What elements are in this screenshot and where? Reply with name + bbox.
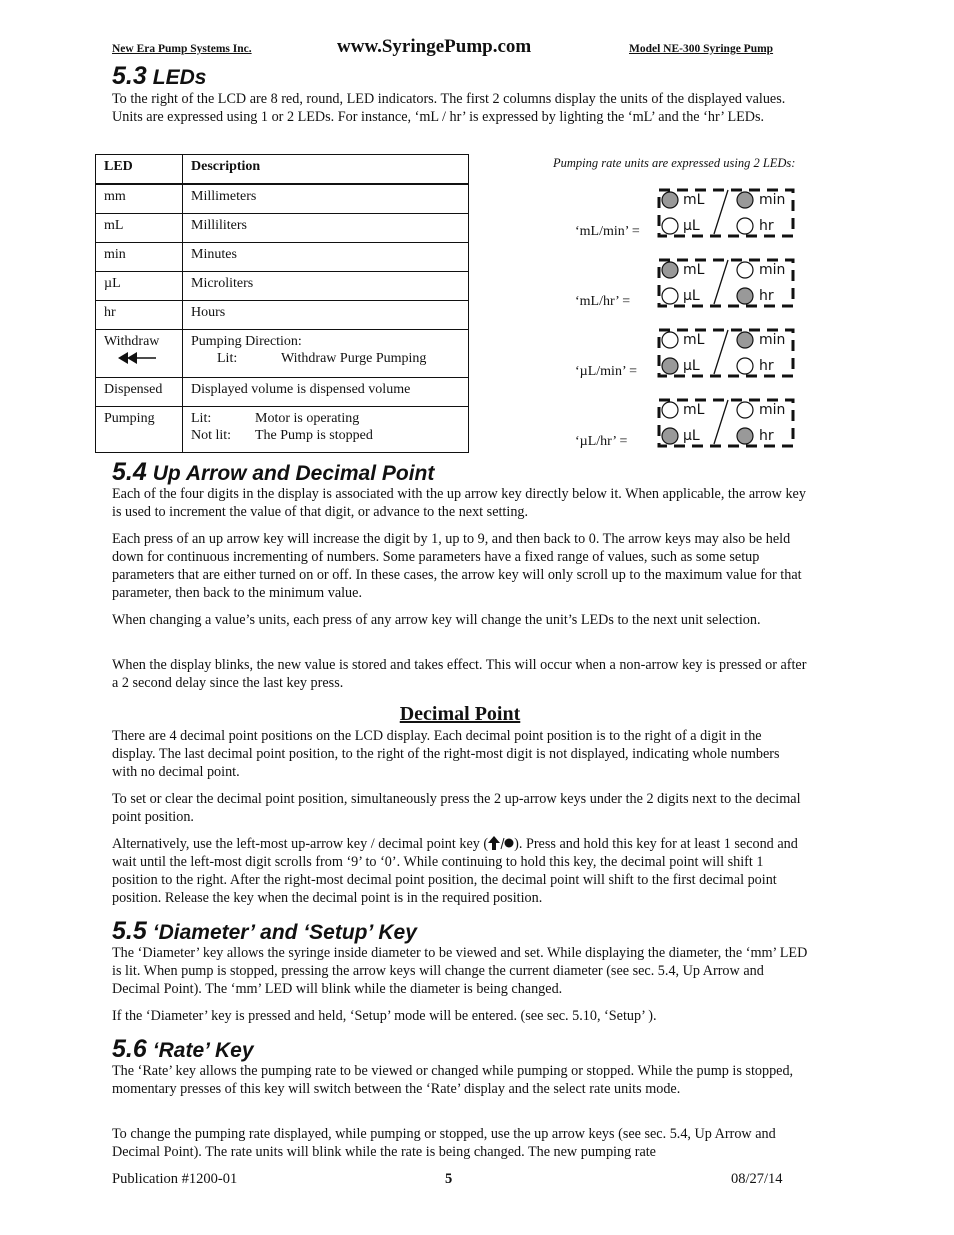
led-ul-label: µL bbox=[683, 358, 700, 374]
led-panel-ul-hr bbox=[656, 398, 796, 448]
up-arrow-decimal-icon bbox=[488, 836, 514, 850]
col-header-description: Description bbox=[183, 155, 469, 185]
led-cell: Pumping bbox=[96, 407, 183, 453]
led-min-label: min bbox=[759, 332, 786, 348]
led-hr-label: hr bbox=[759, 428, 774, 444]
s54-paragraph-2: Each press of an up arrow key will increase the digit by 1, up to 9, and then back to 0. The arrow keys may also be held down for continuous incrementing of numbers. Some parameters have a fixed range of values, such as some setup parameters that are either turned on or off. In these cases, the arrow key will only scroll up to the maximum value for that parameter, then back to the minimum value. bbox=[112, 531, 802, 601]
led-min-indicator bbox=[737, 262, 753, 278]
led-table bbox=[95, 154, 469, 453]
s56-paragraph-1: The ‘Rate’ key allows the pumping rate to be viewed or changed while pumping or stopped. While the pump is stopped, momentary presses of this key will switch between the ‘Rate’ display and the select rate units mode. bbox=[112, 1063, 794, 1097]
led-ul-label: µL bbox=[683, 428, 700, 444]
header-model: Model NE-300 Syringe Pump bbox=[629, 43, 774, 55]
col-header-led: LED bbox=[96, 155, 183, 185]
desc-cell: Minutes bbox=[183, 243, 469, 272]
desc-cell: Milliliters bbox=[183, 214, 469, 243]
s54-paragraph-4: When the display blinks, the new value is stored and takes effect. This will occur when a non-arrow key is pressed or after a 2 second delay since the last key press. bbox=[112, 657, 807, 691]
desc-cell: Microliters bbox=[183, 272, 469, 301]
unit-label-ul-min: ‘µL/min’ = bbox=[575, 364, 637, 379]
withdraw-arrow-icon bbox=[118, 352, 158, 364]
section-5-4-heading: 5.4 Up Arrow and Decimal Point bbox=[112, 458, 435, 486]
unit-label-ml-min: ‘mL/min’ = bbox=[575, 224, 640, 239]
unit-label-ul-hr: ‘µL/hr’ = bbox=[575, 434, 628, 449]
s54-paragraph-1: Each of the four digits in the display is associated with the up arrow key directly below it. When applicable, the arrow key is used to increment the value of that digit, or advance to the next setting. bbox=[112, 486, 806, 520]
led-panel-ul-min bbox=[656, 328, 796, 378]
led-ml-indicator bbox=[662, 192, 678, 208]
led-ul-indicator bbox=[662, 428, 678, 444]
desc-cell: Millimeters bbox=[183, 184, 469, 214]
led-table-header bbox=[96, 155, 469, 185]
led-ml-label: mL bbox=[683, 262, 705, 278]
table-row bbox=[96, 407, 469, 453]
led-min-label: min bbox=[759, 402, 786, 418]
led-hr-indicator bbox=[737, 358, 753, 374]
decimal-paragraph-3: Alternatively, use the left-most up-arrow key / decimal point key ( ). Press and hold this key for at least 1 second and wait until the left-most digit scrolls from ‘9’ to ‘0’. While continuing to hold this key, the decimal point will shift 1 position to the right. After the right-most decimal point position, the decimal point will shift to the first decimal point position. Release the key when the decimal point is in the required position. bbox=[112, 836, 798, 906]
led-ml-indicator bbox=[662, 402, 678, 418]
led-min-label: min bbox=[759, 262, 786, 278]
led-ml-indicator bbox=[662, 332, 678, 348]
table-row bbox=[96, 184, 469, 214]
led-ul-indicator bbox=[662, 218, 678, 234]
led-cell: mL bbox=[96, 214, 183, 243]
desc-cell: Pumping Direction: bbox=[191, 334, 302, 349]
footer-date: 08/27/14 bbox=[731, 1171, 783, 1187]
section-5-5-heading: 5.5 ‘Diameter’ and ‘Setup’ Key bbox=[112, 917, 417, 945]
led-ml-label: mL bbox=[683, 332, 705, 348]
led-hr-label: hr bbox=[759, 218, 774, 234]
header-company: New Era Pump Systems Inc. bbox=[112, 43, 252, 55]
s56-paragraph-2: To change the pumping rate displayed, while pumping or stopped, use the up arrow keys (see sec. 5.4, Up Arrow and Decimal Point). The rate units will blink while the rate is being changed. The new pumping rate bbox=[112, 1126, 776, 1160]
led-panel-ml-min bbox=[656, 188, 796, 238]
not-lit-text: The Pump is stopped bbox=[255, 428, 373, 443]
units-caption: Pumping rate units are expressed using 2 LEDs: bbox=[553, 156, 796, 170]
decimal-paragraph-1: There are 4 decimal point positions on the LCD display. Each decimal point position is to the right of a digit in the display. The last decimal point position, to the right of the right-most digit is not displayed, indicating whole numbers with no decimal point. bbox=[112, 728, 780, 780]
led-hr-label: hr bbox=[759, 358, 774, 374]
led-min-indicator bbox=[737, 332, 753, 348]
table-row bbox=[96, 378, 469, 407]
led-cell: µL bbox=[96, 272, 183, 301]
led-hr-label: hr bbox=[759, 288, 774, 304]
led-ul-label: µL bbox=[683, 288, 700, 304]
table-row bbox=[96, 301, 469, 330]
lit-text: Motor is operating bbox=[255, 411, 360, 426]
led-hr-indicator bbox=[737, 288, 753, 304]
header-url: www.SyringePump.com bbox=[337, 36, 532, 57]
lit-label: Lit: bbox=[217, 351, 238, 366]
led-cell: mm bbox=[96, 184, 183, 214]
table-row bbox=[96, 214, 469, 243]
led-min-label: min bbox=[759, 192, 786, 208]
footer-publication: Publication #1200-01 bbox=[112, 1171, 238, 1187]
table-row bbox=[96, 272, 469, 301]
not-lit-label: Not lit: bbox=[191, 428, 232, 443]
decimal-point-heading: Decimal Point bbox=[399, 703, 521, 725]
led-ul-indicator bbox=[662, 358, 678, 374]
led-cell: min bbox=[96, 243, 183, 272]
lit-label: Lit: bbox=[191, 411, 212, 426]
led-min-indicator bbox=[737, 402, 753, 418]
s53-paragraph: To the right of the LCD are 8 red, round, LED indicators. The first 2 columns display the units of the displayed values. Units are expressed using 1 or 2 LEDs. For instance, ‘mL / hr’ is expressed by lighting the ‘mL’ and the ‘hr’ LEDs. bbox=[112, 91, 786, 125]
s55-paragraph-1: The ‘Diameter’ key allows the syringe inside diameter to be viewed and set. While displaying the diameter, the ‘mm’ LED is lit. When pump is stopped, pressing the arrow keys will change the current diameter (see sec. 5.4, Up Arrow and Decimal Point). The ‘mm’ LED will blink while the diameter is being changed. bbox=[112, 945, 808, 997]
led-ml-indicator bbox=[662, 262, 678, 278]
section-5-6-heading: 5.6 ‘Rate’ Key bbox=[112, 1035, 254, 1063]
section-5-3-heading: 5.3 LEDs bbox=[112, 62, 207, 90]
s55-paragraph-2: If the ‘Diameter’ key is pressed and held, ‘Setup’ mode will be entered. (see sec. 5.10, ‘Setup’ ). bbox=[112, 1008, 657, 1024]
led-panel-ml-hr bbox=[656, 258, 796, 308]
led-cell: hr bbox=[96, 301, 183, 330]
led-ml-label: mL bbox=[683, 192, 705, 208]
table-row bbox=[96, 330, 469, 378]
led-cell: Dispensed bbox=[96, 378, 183, 407]
decimal-paragraph-2: To set or clear the decimal point position, simultaneously press the 2 up-arrow keys under the 2 digits next to the decimal point position. bbox=[112, 791, 801, 825]
led-ul-indicator bbox=[662, 288, 678, 304]
desc-cell: Hours bbox=[183, 301, 469, 330]
led-ul-label: µL bbox=[683, 218, 700, 234]
s54-paragraph-3: When changing a value’s units, each press of any arrow key will change the unit’s LEDs to the next unit selection. bbox=[112, 612, 761, 628]
led-cell: Withdraw bbox=[104, 334, 160, 349]
lit-text: Withdraw Purge Pumping bbox=[281, 351, 427, 366]
led-hr-indicator bbox=[737, 218, 753, 234]
led-hr-indicator bbox=[737, 428, 753, 444]
led-ml-label: mL bbox=[683, 402, 705, 418]
footer-page-number: 5 bbox=[445, 1171, 453, 1187]
unit-label-ml-hr: ‘mL/hr’ = bbox=[575, 294, 631, 309]
desc-cell: Displayed volume is dispensed volume bbox=[183, 378, 469, 407]
table-row bbox=[96, 243, 469, 272]
led-min-indicator bbox=[737, 192, 753, 208]
